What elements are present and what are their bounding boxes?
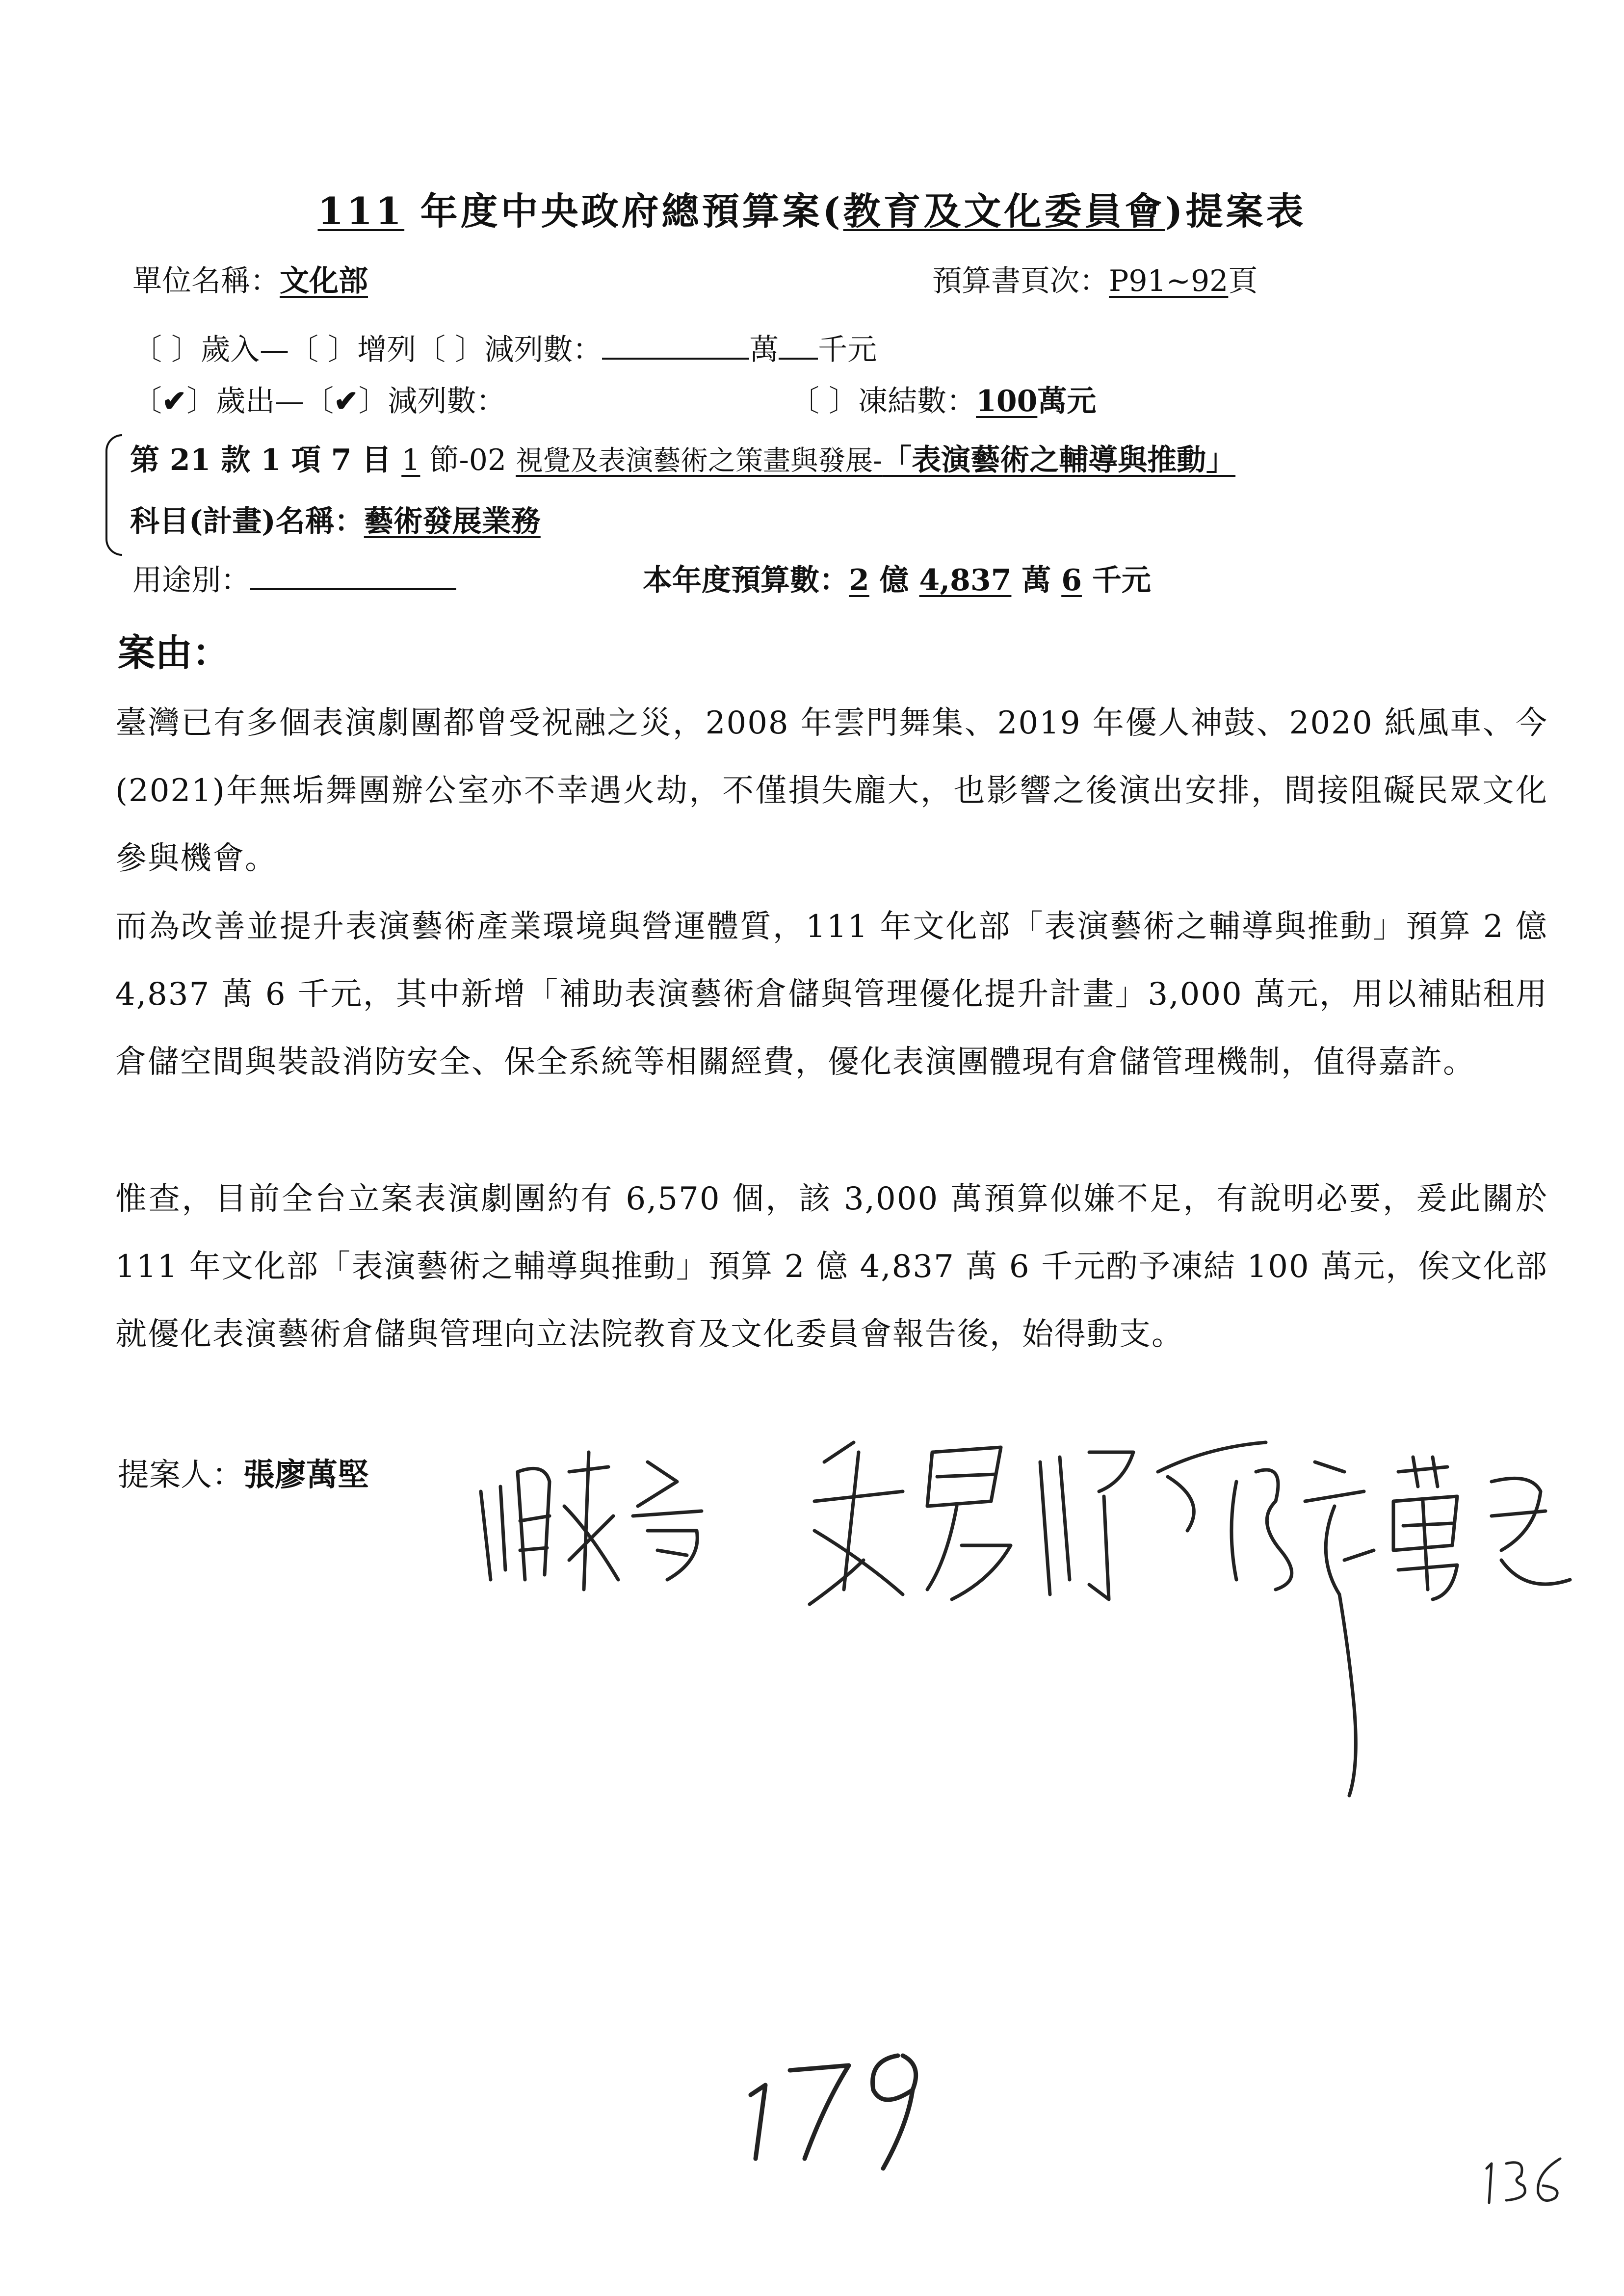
annual-budget-qian-unit: 千元 [1081,563,1151,598]
annual-budget-wan-unit: 萬 [1011,563,1062,598]
reason-heading: 案由： [118,631,230,675]
handwritten-number [736,2036,942,2173]
paragraph-2: 而為改善並提升表演藝術產業環境與營運體質，111 年文化部「表演藝術之輔導與推動」預算 2 億 4,837 萬 6 千元，其中新增「補助表演藝術倉儲與管理優化提升計畫」3,000 萬元，用以補貼租用倉儲空間與裝設消防安全、保全系統等相關經費，優化表演團體現有倉儲管理機制，值得嘉許。 [115,909,1548,1080]
budget-page-value: P91~92 [1109,264,1229,298]
item-name: 視覺及表演藝術之策畫與發展- [516,445,883,477]
subject-line [130,498,541,540]
page-number [1477,2149,1575,2208]
signature-1 [481,1452,702,1590]
item-bracket [105,434,122,556]
proposer-name: 張廖萬堅 [243,1457,369,1493]
annual-budget-yi: 2 [849,563,869,598]
annual-budget-qian: 6 [1061,563,1082,598]
purpose-row [132,557,456,599]
freeze-value: 100 [976,384,1038,418]
budget-page-row [932,258,1257,300]
revenue-wan: 萬 [749,333,779,367]
page-title [0,182,1624,235]
expense-check-2: ✔ [334,384,359,418]
expense-bracket-2: 〕歲出—〔 [186,384,334,418]
signature-2 [810,1442,1133,1604]
purpose-blank [250,583,456,590]
proposer-label: 提案人： [118,1457,243,1493]
item-jie-num: 1 [401,443,420,477]
annual-budget-yi-unit: 億 [869,563,919,598]
expense-line [132,378,506,420]
title-part2: )提案表 [1165,189,1307,233]
budget-page-label: 預算書頁次： [932,264,1109,298]
expense-bracket-1: 〔 [132,384,162,418]
freeze-unit: 萬元 [1037,384,1097,418]
annual-budget-wan: 4,837 [919,563,1012,598]
subject-label: 科目(計畫)名稱： [130,504,364,539]
revenue-qian-blank [779,353,818,360]
expense-reduce-label: 〕減列數： [358,384,506,418]
purpose-label: 用途別： [132,563,250,598]
unit-label: 單位名稱： [132,264,280,298]
freeze-row [790,378,1096,420]
item-jie: 節-02 [420,443,516,477]
revenue-line [132,326,877,368]
unit-value: 文化部 [280,264,368,298]
annual-budget-row [643,557,1151,599]
revenue-qian: 千元 [818,333,877,367]
revenue-label: 〔 〕歲入—〔 〕增列〔 〕減列數： [132,333,602,367]
paragraph-3: 惟查，目前全台立案表演劇團約有 6,570 個，該 3,000 萬預算似嫌不足，有說明必要，爰此關於 111 年文化部「表演藝術之輔導與推動」預算 2 億 4,837 萬 6 千元酌予凍結 100 萬元，俟文化部就優化表演藝術倉儲與管理向立法院教育及文化委員會報告後，始得動支。 [115,1181,1548,1353]
unit-row [132,258,368,300]
revenue-amount-blank [602,353,749,360]
title-year: 111 [317,189,405,233]
subject-value: 藝術發展業務 [364,504,541,539]
signature-3 [1158,1442,1570,1796]
item-line [130,437,1235,479]
title-part1: 年度中央政府總預算案( [404,189,843,233]
item-prefix: 第 21 款 1 項 7 目 [130,443,402,477]
budget-page-suffix: 頁 [1228,264,1258,298]
title-committee: 教育及文化委員會 [843,189,1165,233]
proposer-row [118,1450,369,1495]
item-highlight: 「表演藝術之輔導與推動」 [882,443,1236,477]
annual-budget-label: 本年度預算數： [643,563,849,598]
handwritten-signatures [471,1433,1599,1805]
expense-check-1: ✔ [162,384,187,418]
freeze-label: 〔 〕凍結數： [790,384,976,418]
paragraph-1: 臺灣已有多個表演劇團都曾受祝融之災，2008 年雲門舞集、2019 年優人神鼓、2020 紙風車、今(2021)年無垢舞團辦公室亦不幸遇火劫，不僅損失龐大，也影響之後演出安排，間接阻礙民眾文化參與機會。 [115,705,1548,877]
